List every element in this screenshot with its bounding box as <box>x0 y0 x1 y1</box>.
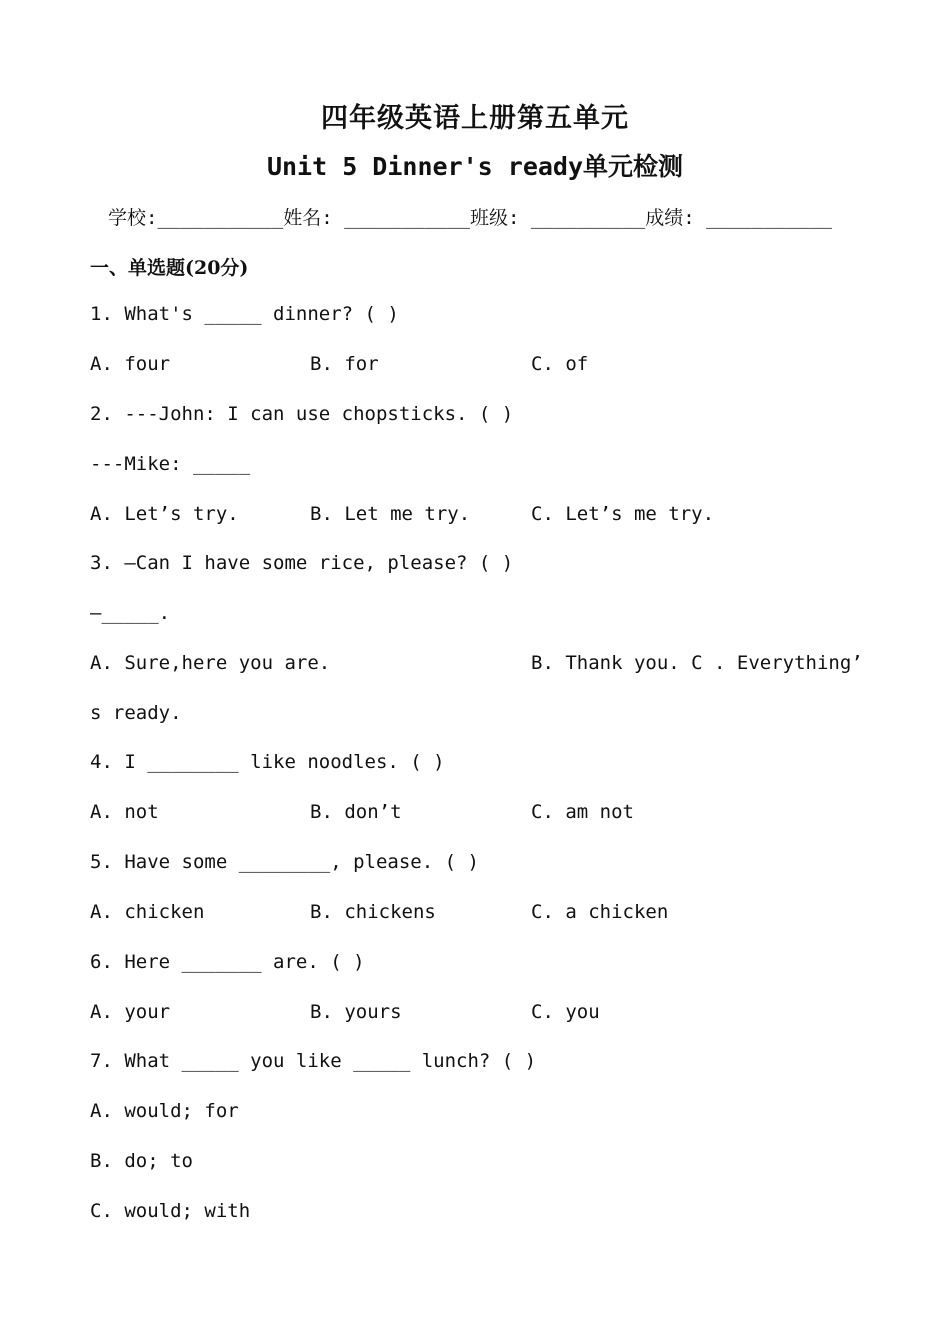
section-heading: 一、单选题(20分) <box>90 257 249 279</box>
q5-option-a: A. chicken <box>90 901 205 923</box>
q6-option-a: A. your <box>90 1001 171 1023</box>
q2-option-c: C. Let’s me try. <box>531 503 715 525</box>
q3-option-b-c: B. Thank you. C . Everything’ <box>531 652 863 674</box>
q4-option-a: A. not <box>90 801 159 823</box>
unit-title-suffix: 单元检测 <box>583 152 684 181</box>
q1-option-a: A. four <box>90 353 171 375</box>
unit-title-en: Unit 5 Dinner's ready <box>266 152 584 181</box>
q4-option-b: B. don’t <box>310 801 402 823</box>
q5-option-c: C. a chicken <box>531 901 669 923</box>
q7-option-b: B. do; to <box>90 1150 193 1172</box>
question-3-line2: —_____. <box>90 602 171 624</box>
q5-option-b: B. chickens <box>310 901 436 923</box>
question-4: 4. I ________ like noodles. ( ) <box>90 751 445 773</box>
question-1: 1. What's _____ dinner? ( ) <box>90 303 399 325</box>
question-6: 6. Here _______ are. ( ) <box>90 951 365 973</box>
q2-option-b: B. Let me try. <box>310 503 471 525</box>
page-title: 四年级英语上册第五单元 <box>321 103 629 134</box>
q3-option-a: A. Sure,here you are. <box>90 652 331 674</box>
question-5: 5. Have some ________, please. ( ) <box>90 851 479 873</box>
question-3: 3. —Can I have some rice, please? ( ) <box>90 552 514 574</box>
unit-title <box>0 147 950 183</box>
q3-option-wrap: s ready. <box>90 702 182 724</box>
q1-option-b: B. for <box>310 353 379 375</box>
q6-option-b: B. yours <box>310 1001 402 1023</box>
q7-option-c: C. would; with <box>90 1200 251 1222</box>
question-7: 7. What _____ you like _____ lunch? ( ) <box>90 1050 537 1072</box>
q4-option-c: C. am not <box>531 801 634 823</box>
question-2-line2: ---Mike: _____ <box>90 453 251 475</box>
q1-option-c: C. of <box>531 353 589 375</box>
question-2: 2. ---John: I can use chopsticks. ( ) <box>90 403 514 425</box>
q6-option-c: C. you <box>531 1001 600 1023</box>
student-info-line: 学校:___________姓名: ___________班级: __________成绩: ___________ <box>108 207 832 229</box>
q7-option-a: A. would; for <box>90 1100 239 1122</box>
q2-option-a: A. Let’s try. <box>90 503 239 525</box>
